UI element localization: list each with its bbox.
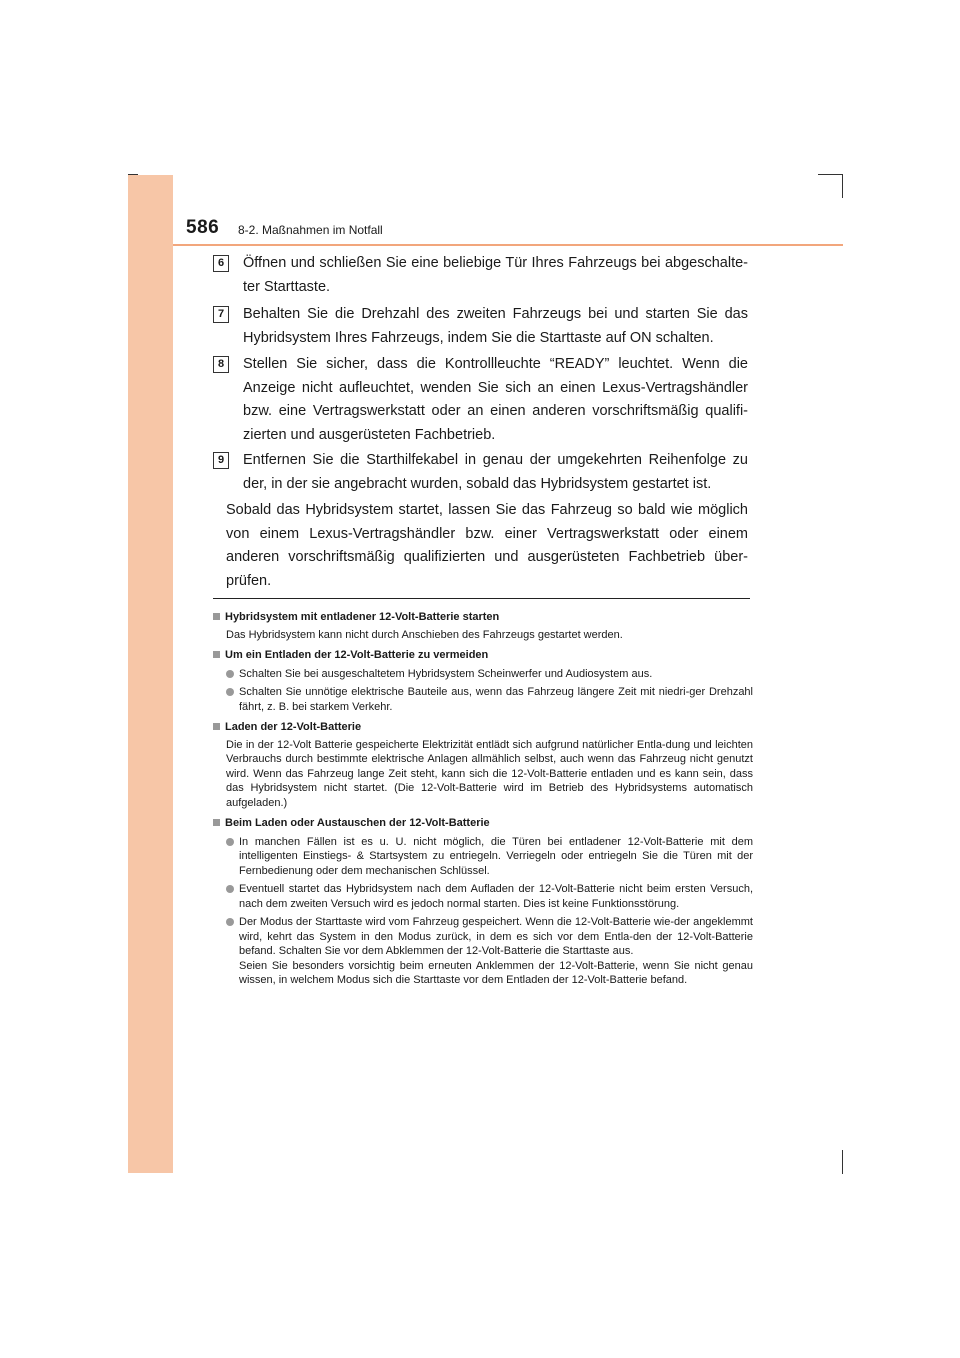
- crop-mark-bottom-right-vertical: [842, 1150, 843, 1174]
- chapter-sidebar-tab: [128, 175, 173, 1173]
- square-bullet-icon: [213, 819, 220, 826]
- note-body: Das Hybridsystem kann nicht durch Anschieben des Fahrzeugs gestartet werden.: [226, 628, 623, 641]
- crop-mark-top-left: [128, 174, 138, 175]
- list-item-text: Eventuell startet das Hybridsystem nach dem Aufladen der 12-Volt-Batterie nicht beim ersten Versuch, nach dem zweiten Versuch wird es jedoch normal starten. Dies ist keine Funktionsstörung.: [239, 883, 753, 910]
- circle-bullet-icon: [226, 688, 234, 696]
- step-text: Entfernen Sie die Starthilfekabel in genau der umgekehrten Reihenfolge zu der, in der sie angebracht wurden, sobald das Hybridsystem gestartet ist.: [243, 452, 748, 492]
- step-8: [213, 353, 748, 447]
- note-heading: Um ein Entladen der 12-Volt-Batterie zu vermeiden: [225, 649, 489, 661]
- list-item: [213, 882, 753, 911]
- list-item: [213, 835, 753, 879]
- section-title: 8-2. Maßnahmen im Notfall: [238, 223, 383, 237]
- page-number: 586: [186, 217, 220, 238]
- square-bullet-icon: [213, 613, 220, 620]
- notes-section: [213, 610, 753, 994]
- step-7: [213, 303, 748, 350]
- list-item: [213, 667, 753, 682]
- step-text: Stellen Sie sicher, dass die Kontrollleuchte “READY” leuchtet. Wenn die Anzeige nicht aufleuchtet, wenden Sie sich an einen Lexus-Vertragshändler bzw. eine Vertragswerkstatt oder an einen anderen vorschriftsmäßig qualifi-zierten und ausgerüsteten Fachbetrieb.: [243, 356, 748, 443]
- list-item: [213, 915, 753, 988]
- step-number-badge: 6: [213, 255, 229, 272]
- note-heading: Beim Laden oder Austauschen der 12-Volt-Batterie: [225, 817, 490, 829]
- note-charging-replacing: [213, 816, 753, 988]
- note-heading: Laden der 12-Volt-Batterie: [225, 721, 362, 733]
- step-number-badge: 8: [213, 356, 229, 373]
- list-item: [213, 685, 753, 714]
- note-prevent-discharge: [213, 648, 753, 714]
- step-number-badge: 9: [213, 452, 229, 469]
- note-body: Die in der 12-Volt Batterie gespeicherte Elektrizität entlädt sich aufgrund natürlicher Entla-dung und leichten Verbrauchs durch bestimmte elektrische Anlagen allmählich selbst, auch wenn das Fahrzeug nicht genutzt wird. Wenn das Fahrzeug lange Zeit steht, kann sich die 12-Volt-Batterie entladen und es kann sein, dass das Hybridsystem nicht startet. (Die 12-Volt-Batterie wird im Betrieb des Hybridsystems automatisch aufgeladen.): [226, 738, 753, 809]
- circle-bullet-icon: [226, 838, 234, 846]
- section-divider: [213, 598, 750, 599]
- list-item-text: Der Modus der Starttaste wird vom Fahrzeug gespeichert. Wenn die 12-Volt-Batterie wie-der angeklemmt wird, kehrt das System in den Modus zurück, in dem es sich vor dem Entla-den der 12-Volt-Batterie befand. Schalten Sie vor dem Abklemmen der 12-Volt-Batterie die Starttaste aus. Seien Sie besonders vorsichtig beim erneuten Anklemmen der 12-Volt-Batterie, wenn Sie nicht genau wissen, in welchem Modus sich die Starttaste vor dem Entladen der 12-Volt-Batterie befand.: [239, 916, 753, 986]
- circle-bullet-icon: [226, 918, 234, 926]
- square-bullet-icon: [213, 723, 220, 730]
- circle-bullet-icon: [226, 885, 234, 893]
- step-text: Behalten Sie die Drehzahl des zweiten Fahrzeugs bei und starten Sie das Hybridsystem Ihres Fahrzeugs, indem Sie die Starttaste auf ON schalten.: [243, 306, 748, 346]
- step-number-badge: 7: [213, 306, 229, 323]
- square-bullet-icon: [213, 651, 220, 658]
- closing-paragraph: Sobald das Hybridsystem startet, lassen Sie das Fahrzeug so bald wie möglich von einem Lexus-Vertragshändler bzw. einer Vertragswerkstatt oder einem anderen vorschriftsmäßig qualifizierten und ausgerüsteten Fachbetrieb über-prüfen.: [226, 502, 748, 589]
- header-rule: [173, 244, 843, 246]
- crop-mark-top-right: [818, 174, 842, 175]
- note-heading: Hybridsystem mit entladener 12-Volt-Batterie starten: [225, 611, 500, 623]
- step-6: [213, 252, 748, 299]
- circle-bullet-icon: [226, 670, 234, 678]
- list-item-text: Schalten Sie unnötige elektrische Bauteile aus, wenn das Fahrzeug längere Zeit mit niedri-ger Drehzahl fährt, z. B. bei starkem Verkehr.: [239, 686, 753, 713]
- crop-mark-top-right-vertical: [842, 174, 843, 198]
- step-text: Öffnen und schließen Sie eine beliebige Tür Ihres Fahrzeugs bei abgeschalte-ter Starttaste.: [243, 255, 748, 295]
- list-item-text: In manchen Fällen ist es u. U. nicht möglich, die Türen bei entladener 12-Volt-Batterie mit dem intelligenten Einstiegs- & Startsystem zu entriegeln. Verriegeln oder entriegeln Sie die Türen mit der Fernbedienung oder dem mechanischen Schlüssel.: [239, 835, 753, 877]
- note-jump-start: [213, 610, 753, 642]
- step-9: [213, 449, 748, 496]
- note-charging: [213, 720, 753, 810]
- list-item-text: Schalten Sie bei ausgeschaltetem Hybridsystem Scheinwerfer und Audiosystem aus.: [239, 667, 653, 680]
